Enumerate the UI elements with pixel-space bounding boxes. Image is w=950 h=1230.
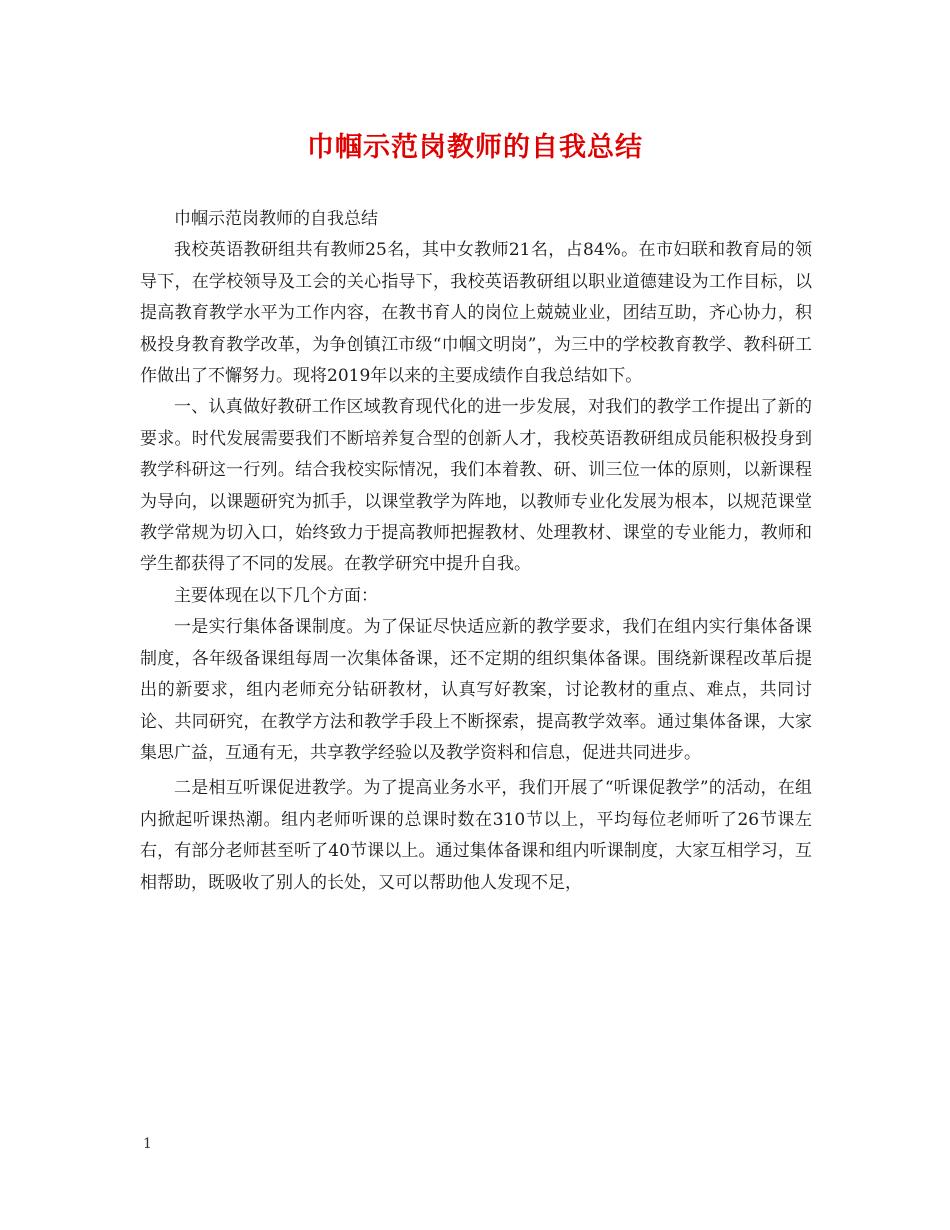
paragraph-peer-observation: 二是相互听课促进教学。为了提高业务水平，我们开展了“听课促教学”的活动，在组内掀起听课热潮。组内老师听课的总课时数在310节以上，平均每位老师听了26节课左右，有部分老师甚至听了40节课以上。通过集体备课和组内听课制度，大家互相学习，互相帮助，既吸收了别人的长处，又可以帮助他人发现不足， [140, 778, 812, 893]
page-number: 1 [143, 1136, 152, 1152]
paragraph-subtitle: 巾帼示范岗教师的自我总结 [174, 209, 378, 229]
paragraph-aspects-heading: 主要体现在以下几个方面： [174, 585, 378, 606]
document-title: 巾帼示范岗教师的自我总结 [307, 132, 643, 163]
paragraph-collective-lesson-prep: 一是实行集体备课制度。为了保证尽快适应新的教学要求，我们在组内实行集体备课制度，各年级备课组每周一次集体备课，还不定期的组织集体备课。围绕新课程改革后提出的新要求，组内老师充分钻研教材，认真写好教案，讨论教材的重点、难点，共同讨论、共同研究，在教学方法和教学手段上不断探索，提高教学效率。通过集体备课，大家集思广益，互通有无，共享教学经验以及教学资料和信息，促进共同进步。 [140, 617, 812, 763]
paragraph-intro: 我校英语教研组共有教师25名，其中女教师21名，占84%。在市妇联和教育局的领导下，在学校领导及工会的关心指导下，我校英语教研组以职业道德建设为工作目标，以提高教育教学水平为工作内容，在教书育人的岗位上兢兢业业，团结互助，齐心协力，积极投身教育教学改革，为争创镇江市级“巾帼文明岗”，为三中的学校教育教学、教科研工作做出了不懈努力。现将2019年以来的主要成绩作自我总结如下。 [140, 240, 812, 387]
paragraph-section-one: 一、认真做好教研工作区域教育现代化的进一步发展，对我们的教学工作提出了新的要求。时代发展需要我们不断培养复合型的创新人才，我校英语教研组成员能积极投身到教学科研这一行列。结合我校实际情况，我们本着教、研、训三位一体的原则，以新课程为导向，以课题研究为抓手，以课堂教学为阵地，以教师专业化发展为根本，以规范课堂教学常规为切入口，始终致力于提高教师把握教材、处理教材、课堂的专业能力，教师和学生都获得了不同的发展。在教学研究中提升自我。 [140, 397, 812, 575]
document-body [140, 204, 812, 899]
